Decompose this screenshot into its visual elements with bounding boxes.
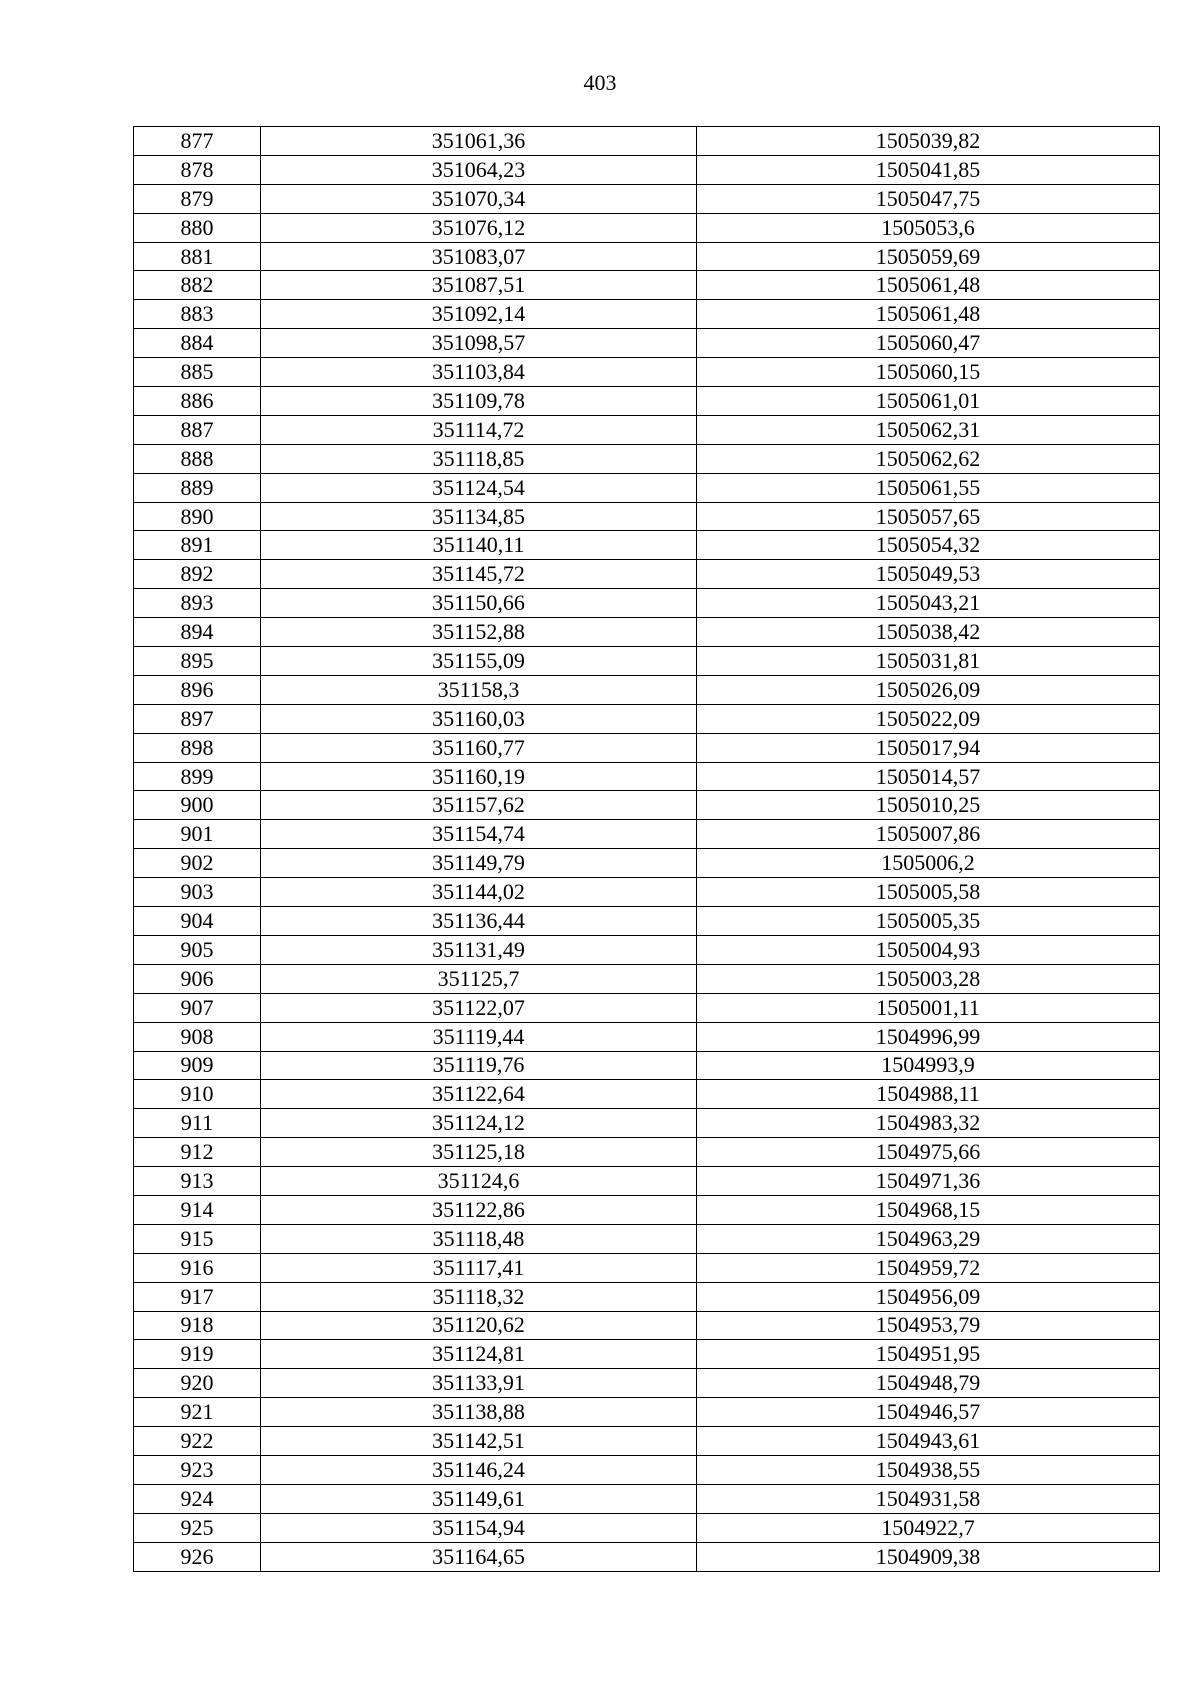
y-coordinate-cell: 1504943,61 xyxy=(697,1427,1160,1456)
point-number-cell: 889 xyxy=(134,473,261,502)
table-row xyxy=(134,1167,1160,1196)
x-coordinate-cell: 351122,64 xyxy=(261,1080,697,1109)
table-row xyxy=(134,155,1160,184)
table-row xyxy=(134,935,1160,964)
x-coordinate-cell: 351122,86 xyxy=(261,1195,697,1224)
table-row xyxy=(134,300,1160,329)
coordinates-table xyxy=(133,126,1160,1572)
y-coordinate-cell: 1505049,53 xyxy=(697,560,1160,589)
x-coordinate-cell: 351124,12 xyxy=(261,1109,697,1138)
x-coordinate-cell: 351160,19 xyxy=(261,762,697,791)
y-coordinate-cell: 1505043,21 xyxy=(697,589,1160,618)
point-number-cell: 900 xyxy=(134,791,261,820)
point-number-cell: 910 xyxy=(134,1080,261,1109)
point-number-cell: 884 xyxy=(134,329,261,358)
x-coordinate-cell: 351083,07 xyxy=(261,242,697,271)
x-coordinate-cell: 351118,48 xyxy=(261,1224,697,1253)
table-row xyxy=(134,358,1160,387)
table-row xyxy=(134,242,1160,271)
point-number-cell: 913 xyxy=(134,1167,261,1196)
point-number-cell: 898 xyxy=(134,733,261,762)
x-coordinate-cell: 351158,3 xyxy=(261,675,697,704)
y-coordinate-cell: 1505060,47 xyxy=(697,329,1160,358)
x-coordinate-cell: 351118,32 xyxy=(261,1282,697,1311)
point-number-cell: 924 xyxy=(134,1484,261,1513)
point-number-cell: 878 xyxy=(134,155,261,184)
table-row xyxy=(134,1224,1160,1253)
y-coordinate-cell: 1505005,35 xyxy=(697,907,1160,936)
y-coordinate-cell: 1505017,94 xyxy=(697,733,1160,762)
table-row xyxy=(134,1282,1160,1311)
x-coordinate-cell: 351136,44 xyxy=(261,907,697,936)
x-coordinate-cell: 351087,51 xyxy=(261,271,697,300)
point-number-cell: 897 xyxy=(134,704,261,733)
x-coordinate-cell: 351103,84 xyxy=(261,358,697,387)
y-coordinate-cell: 1505054,32 xyxy=(697,531,1160,560)
table-row xyxy=(134,618,1160,647)
y-coordinate-cell: 1505062,31 xyxy=(697,415,1160,444)
table-row xyxy=(134,444,1160,473)
table-row xyxy=(134,213,1160,242)
table-row xyxy=(134,647,1160,676)
table-row xyxy=(134,502,1160,531)
point-number-cell: 883 xyxy=(134,300,261,329)
table-row xyxy=(134,1398,1160,1427)
x-coordinate-cell: 351152,88 xyxy=(261,618,697,647)
x-coordinate-cell: 351125,7 xyxy=(261,964,697,993)
y-coordinate-cell: 1504938,55 xyxy=(697,1455,1160,1484)
point-number-cell: 880 xyxy=(134,213,261,242)
y-coordinate-cell: 1505061,48 xyxy=(697,271,1160,300)
x-coordinate-cell: 351076,12 xyxy=(261,213,697,242)
point-number-cell: 911 xyxy=(134,1109,261,1138)
x-coordinate-cell: 351146,24 xyxy=(261,1455,697,1484)
point-number-cell: 902 xyxy=(134,849,261,878)
y-coordinate-cell: 1505053,6 xyxy=(697,213,1160,242)
table-row xyxy=(134,1109,1160,1138)
x-coordinate-cell: 351154,74 xyxy=(261,820,697,849)
point-number-cell: 917 xyxy=(134,1282,261,1311)
y-coordinate-cell: 1504922,7 xyxy=(697,1513,1160,1542)
x-coordinate-cell: 351098,57 xyxy=(261,329,697,358)
point-number-cell: 877 xyxy=(134,127,261,156)
x-coordinate-cell: 351070,34 xyxy=(261,184,697,213)
table-row xyxy=(134,820,1160,849)
y-coordinate-cell: 1505060,15 xyxy=(697,358,1160,387)
x-coordinate-cell: 351138,88 xyxy=(261,1398,697,1427)
point-number-cell: 879 xyxy=(134,184,261,213)
y-coordinate-cell: 1504988,11 xyxy=(697,1080,1160,1109)
table-row xyxy=(134,271,1160,300)
point-number-cell: 893 xyxy=(134,589,261,618)
x-coordinate-cell: 351109,78 xyxy=(261,387,697,416)
table-row xyxy=(134,589,1160,618)
point-number-cell: 885 xyxy=(134,358,261,387)
table-row xyxy=(134,387,1160,416)
y-coordinate-cell: 1505061,55 xyxy=(697,473,1160,502)
x-coordinate-cell: 351061,36 xyxy=(261,127,697,156)
table-row xyxy=(134,1138,1160,1167)
point-number-cell: 894 xyxy=(134,618,261,647)
point-number-cell: 888 xyxy=(134,444,261,473)
table-row xyxy=(134,675,1160,704)
page-number: 403 xyxy=(583,70,617,95)
table-row xyxy=(134,878,1160,907)
y-coordinate-cell: 1505006,2 xyxy=(697,849,1160,878)
y-coordinate-cell: 1504963,29 xyxy=(697,1224,1160,1253)
table-row xyxy=(134,329,1160,358)
point-number-cell: 922 xyxy=(134,1427,261,1456)
table-row xyxy=(134,1542,1160,1571)
y-coordinate-cell: 1504983,32 xyxy=(697,1109,1160,1138)
table-row xyxy=(134,1051,1160,1080)
point-number-cell: 914 xyxy=(134,1195,261,1224)
y-coordinate-cell: 1504948,79 xyxy=(697,1369,1160,1398)
y-coordinate-cell: 1505001,11 xyxy=(697,993,1160,1022)
y-coordinate-cell: 1504946,57 xyxy=(697,1398,1160,1427)
point-number-cell: 886 xyxy=(134,387,261,416)
point-number-cell: 916 xyxy=(134,1253,261,1282)
y-coordinate-cell: 1504953,79 xyxy=(697,1311,1160,1340)
y-coordinate-cell: 1505010,25 xyxy=(697,791,1160,820)
table-row xyxy=(134,733,1160,762)
y-coordinate-cell: 1505039,82 xyxy=(697,127,1160,156)
y-coordinate-cell: 1505061,48 xyxy=(697,300,1160,329)
point-number-cell: 896 xyxy=(134,675,261,704)
x-coordinate-cell: 351124,6 xyxy=(261,1167,697,1196)
point-number-cell: 912 xyxy=(134,1138,261,1167)
point-number-cell: 908 xyxy=(134,1022,261,1051)
x-coordinate-cell: 351119,44 xyxy=(261,1022,697,1051)
coordinates-table-body xyxy=(134,127,1160,1572)
point-number-cell: 920 xyxy=(134,1369,261,1398)
table-row xyxy=(134,473,1160,502)
x-coordinate-cell: 351114,72 xyxy=(261,415,697,444)
table-row xyxy=(134,1340,1160,1369)
table-row xyxy=(134,907,1160,936)
x-coordinate-cell: 351145,72 xyxy=(261,560,697,589)
table-row xyxy=(134,531,1160,560)
y-coordinate-cell: 1504968,15 xyxy=(697,1195,1160,1224)
table-row xyxy=(134,1311,1160,1340)
point-number-cell: 899 xyxy=(134,762,261,791)
y-coordinate-cell: 1504959,72 xyxy=(697,1253,1160,1282)
table-row xyxy=(134,560,1160,589)
x-coordinate-cell: 351092,14 xyxy=(261,300,697,329)
x-coordinate-cell: 351133,91 xyxy=(261,1369,697,1398)
table-row xyxy=(134,1484,1160,1513)
y-coordinate-cell: 1505003,28 xyxy=(697,964,1160,993)
point-number-cell: 882 xyxy=(134,271,261,300)
table-row xyxy=(134,1369,1160,1398)
point-number-cell: 918 xyxy=(134,1311,261,1340)
y-coordinate-cell: 1504931,58 xyxy=(697,1484,1160,1513)
x-coordinate-cell: 351149,61 xyxy=(261,1484,697,1513)
point-number-cell: 881 xyxy=(134,242,261,271)
point-number-cell: 921 xyxy=(134,1398,261,1427)
x-coordinate-cell: 351131,49 xyxy=(261,935,697,964)
table-row xyxy=(134,791,1160,820)
table-row xyxy=(134,762,1160,791)
point-number-cell: 891 xyxy=(134,531,261,560)
point-number-cell: 925 xyxy=(134,1513,261,1542)
x-coordinate-cell: 351164,65 xyxy=(261,1542,697,1571)
x-coordinate-cell: 351150,66 xyxy=(261,589,697,618)
y-coordinate-cell: 1505038,42 xyxy=(697,618,1160,647)
point-number-cell: 926 xyxy=(134,1542,261,1571)
x-coordinate-cell: 351155,09 xyxy=(261,647,697,676)
table-row xyxy=(134,415,1160,444)
y-coordinate-cell: 1505026,09 xyxy=(697,675,1160,704)
table-row xyxy=(134,1455,1160,1484)
x-coordinate-cell: 351160,77 xyxy=(261,733,697,762)
point-number-cell: 903 xyxy=(134,878,261,907)
x-coordinate-cell: 351120,62 xyxy=(261,1311,697,1340)
x-coordinate-cell: 351140,11 xyxy=(261,531,697,560)
x-coordinate-cell: 351144,02 xyxy=(261,878,697,907)
y-coordinate-cell: 1505059,69 xyxy=(697,242,1160,271)
y-coordinate-cell: 1504951,95 xyxy=(697,1340,1160,1369)
table-row xyxy=(134,1022,1160,1051)
y-coordinate-cell: 1504909,38 xyxy=(697,1542,1160,1571)
table-row xyxy=(134,1427,1160,1456)
y-coordinate-cell: 1505022,09 xyxy=(697,704,1160,733)
y-coordinate-cell: 1504996,99 xyxy=(697,1022,1160,1051)
point-number-cell: 907 xyxy=(134,993,261,1022)
y-coordinate-cell: 1505041,85 xyxy=(697,155,1160,184)
x-coordinate-cell: 351125,18 xyxy=(261,1138,697,1167)
y-coordinate-cell: 1505007,86 xyxy=(697,820,1160,849)
x-coordinate-cell: 351122,07 xyxy=(261,993,697,1022)
y-coordinate-cell: 1505031,81 xyxy=(697,647,1160,676)
point-number-cell: 892 xyxy=(134,560,261,589)
table-row xyxy=(134,1513,1160,1542)
x-coordinate-cell: 351160,03 xyxy=(261,704,697,733)
table-row xyxy=(134,1253,1160,1282)
point-number-cell: 890 xyxy=(134,502,261,531)
table-row xyxy=(134,704,1160,733)
table-row xyxy=(134,127,1160,156)
x-coordinate-cell: 351142,51 xyxy=(261,1427,697,1456)
table-row xyxy=(134,184,1160,213)
table-row xyxy=(134,964,1160,993)
y-coordinate-cell: 1504971,36 xyxy=(697,1167,1160,1196)
point-number-cell: 905 xyxy=(134,935,261,964)
y-coordinate-cell: 1505004,93 xyxy=(697,935,1160,964)
point-number-cell: 904 xyxy=(134,907,261,936)
y-coordinate-cell: 1505005,58 xyxy=(697,878,1160,907)
x-coordinate-cell: 351154,94 xyxy=(261,1513,697,1542)
point-number-cell: 901 xyxy=(134,820,261,849)
x-coordinate-cell: 351157,62 xyxy=(261,791,697,820)
y-coordinate-cell: 1505061,01 xyxy=(697,387,1160,416)
point-number-cell: 923 xyxy=(134,1455,261,1484)
y-coordinate-cell: 1505047,75 xyxy=(697,184,1160,213)
y-coordinate-cell: 1505057,65 xyxy=(697,502,1160,531)
y-coordinate-cell: 1505014,57 xyxy=(697,762,1160,791)
y-coordinate-cell: 1505062,62 xyxy=(697,444,1160,473)
y-coordinate-cell: 1504975,66 xyxy=(697,1138,1160,1167)
x-coordinate-cell: 351064,23 xyxy=(261,155,697,184)
y-coordinate-cell: 1504956,09 xyxy=(697,1282,1160,1311)
x-coordinate-cell: 351134,85 xyxy=(261,502,697,531)
table-row xyxy=(134,1080,1160,1109)
table-row xyxy=(134,993,1160,1022)
x-coordinate-cell: 351149,79 xyxy=(261,849,697,878)
x-coordinate-cell: 351118,85 xyxy=(261,444,697,473)
point-number-cell: 915 xyxy=(134,1224,261,1253)
point-number-cell: 895 xyxy=(134,647,261,676)
table-row xyxy=(134,849,1160,878)
point-number-cell: 919 xyxy=(134,1340,261,1369)
y-coordinate-cell: 1504993,9 xyxy=(697,1051,1160,1080)
point-number-cell: 906 xyxy=(134,964,261,993)
point-number-cell: 909 xyxy=(134,1051,261,1080)
x-coordinate-cell: 351124,54 xyxy=(261,473,697,502)
table-row xyxy=(134,1195,1160,1224)
point-number-cell: 887 xyxy=(134,415,261,444)
x-coordinate-cell: 351119,76 xyxy=(261,1051,697,1080)
x-coordinate-cell: 351124,81 xyxy=(261,1340,697,1369)
x-coordinate-cell: 351117,41 xyxy=(261,1253,697,1282)
